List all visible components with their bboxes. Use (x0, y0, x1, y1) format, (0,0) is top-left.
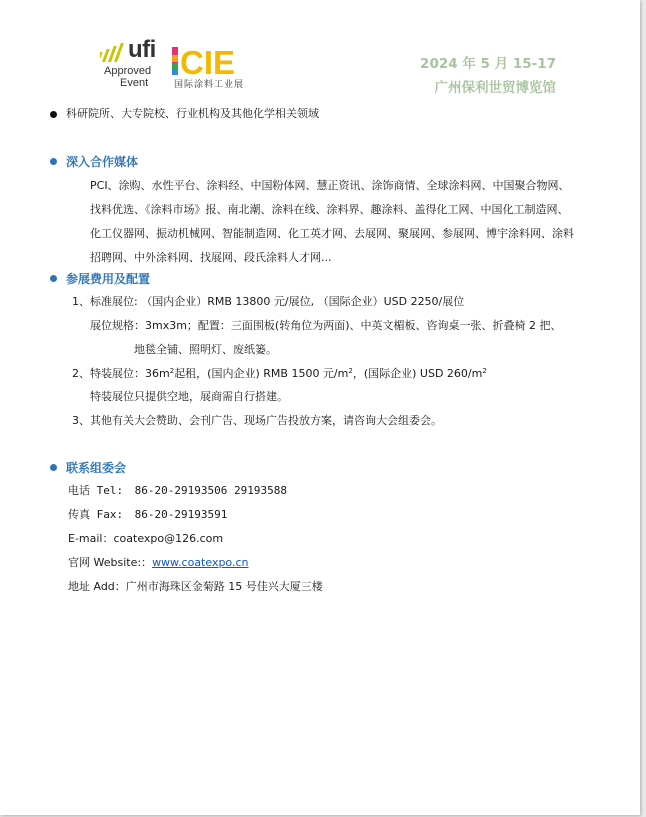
media-line: PCI、涂购、水性平台、涂料经、中国粉体网、慧正资讯、涂饰商情、全球涂料网、中国聚合物网、 (90, 179, 570, 192)
raw-space-note: 特装展位只提供空地，展商需自行搭建。 (90, 390, 288, 403)
media-line: 找料优选、《涂料市场》报、南北潮、涂料在线、涂料界、趣涂料、盖得化工网、中国化工制造网、 (90, 203, 569, 216)
superscript: 2 (169, 367, 175, 375)
cie-logo (172, 46, 262, 92)
fees-heading: 参展费用及配置 (66, 272, 151, 286)
media-heading: 深入合作媒体 (66, 155, 139, 169)
media-line: 招聘网、中外涂料网、找展网、段氏涂料人才网... (90, 251, 332, 264)
cie-logo-text: CIE (180, 46, 236, 76)
raw-space-item (72, 367, 487, 381)
intro-item: 科研院所、大专院校、行业机构及其他化学相关领域 (66, 107, 319, 120)
event-date: 2024 年 5 月 15-17 (420, 56, 556, 72)
standard-booth-spec-cont: 地毯全铺、照明灯、废纸篓。 (134, 343, 277, 356)
ufi-approved-event-logo (100, 36, 170, 92)
ufi-event-text: Event (120, 77, 149, 89)
fax-value: 86-20-29193591 (134, 508, 228, 521)
raw-space-part: 起租，(国内企业) RMB 1500 元/m (174, 367, 349, 380)
contact-website (68, 556, 249, 570)
fax-label: 传真 Fax: (68, 508, 124, 521)
other-sponsorship-item: 3、其他有关大会赞助、会刊广告、现场广告投放方案，请咨询大会组委会。 (72, 414, 442, 427)
website-label: 官网 Website:： (68, 556, 153, 569)
raw-space-part: ，(国际企业) USD 260/m (352, 367, 483, 380)
bullet-icon (50, 464, 57, 471)
superscript: 2 (348, 367, 353, 375)
tel-label: 电话 Tel: (68, 484, 124, 497)
cie-logo-subtitle: 国际涂料工业展 (174, 80, 245, 90)
standard-booth-spec: 展位规格：3mx3m；配置：三面围板(转角位为两面)、中英文楣板、咨询桌一张、折叠椅 2 把、 (90, 319, 562, 332)
tel-value: 86-20-29193506 29193588 (134, 484, 287, 497)
contact-heading: 联系组委会 (66, 461, 127, 475)
event-venue: 广州保利世贸博览馆 (434, 80, 556, 96)
superscript: 2 (482, 367, 487, 375)
ufi-approved-text: Approved (104, 65, 152, 77)
bullet-icon (50, 111, 57, 118)
media-line: 化工仪器网、振动机械网、智能制造网、化工英才网、去展网、聚展网、参展网、博宇涂料网、涂料 (90, 227, 574, 240)
bullet-icon (50, 275, 57, 282)
contact-tel (68, 484, 287, 498)
contact-address: 地址 Add：广州市海珠区金菊路 15 号佳兴大厦三楼 (68, 580, 323, 593)
contact-email: E-mail：coatexpo@126.com (68, 532, 224, 545)
cie-logo-mark (172, 46, 262, 76)
contact-fax (68, 508, 227, 522)
website-link[interactable]: www.coatexpo.cn (152, 556, 249, 569)
standard-booth-item: 1、标准展位: （国内企业）RMB 13800 元/展位, （国际企业）USD 2250/展位 (72, 295, 465, 308)
ufi-logo-text: ufi (128, 36, 156, 63)
bullet-icon (50, 158, 57, 165)
raw-space-part: 2、特装展位：36m (72, 367, 170, 380)
